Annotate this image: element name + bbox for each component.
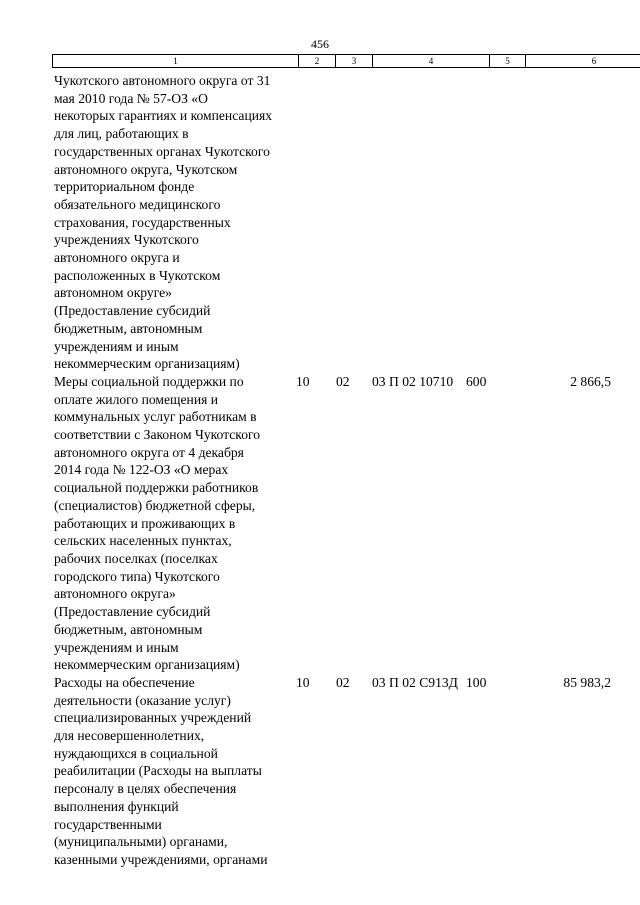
row-amount: 85 983,2 xyxy=(563,674,611,690)
row-description: Меры социальной поддержки по оплате жилого помещения и коммунальных услуг работникам в соответствии с Законом Чукотского автономного округа от 4 декабря 2014 года № 122-ОЗ «О мерах социальной поддержки работников (специалистов) бюджетной сферы, работающих и проживающих в сельских населенных пунктах, рабочих поселках (поселках городского типа) Чукотского автономного округа» (Предоставление субсидий бюджетным, автономным учреждениям и иным некоммерческим организациям) xyxy=(54,373,261,673)
row-subsection: 02 xyxy=(336,674,350,690)
table-header-row xyxy=(52,54,640,68)
row-section: 10 xyxy=(296,674,310,690)
row-target-code: 03 П 02 10710 xyxy=(372,373,454,389)
column-header-6: 6 xyxy=(526,55,640,67)
row-description: Чукотского автономного округа от 31 мая 2010 года № 57-ОЗ «О некоторых гарантиях и компенсациях для лиц, работающих в государственных органах Чукотского автономного округа, Чукотском территориальном фонде обязательного медицинского страхования, государственных учреждениях Чукотского автономного округа и расположенных в Чукотском автономном округе» (Предоставление субсидий бюджетным, автономным учреждениям и иным некоммерческим организациям) xyxy=(54,73,273,372)
column-header-5: 5 xyxy=(490,55,526,67)
row-description: Расходы на обеспечение деятельности (оказание услуг) специализированных учреждений для несовершеннолетних, нуждающихся в социальной реабилитации (Расходы на выплаты персоналу в целях обеспечения выполнения функций государственными (муниципальными) органами, казенными учреждениями, органами xyxy=(54,674,268,867)
row-expense-type: 600 xyxy=(466,373,487,389)
row-expense-type: 100 xyxy=(466,674,487,690)
row-target-code: 03 П 02 С913Д xyxy=(372,674,458,690)
row-amount: 2 866,5 xyxy=(570,373,611,389)
column-header-4: 4 xyxy=(373,55,490,67)
column-header-1: 1 xyxy=(53,55,299,67)
table-row xyxy=(54,373,614,674)
row-subsection: 02 xyxy=(336,373,350,389)
table-row xyxy=(54,72,614,373)
table-body xyxy=(54,72,614,869)
column-header-3: 3 xyxy=(336,55,373,67)
page-number: 456 xyxy=(311,37,329,51)
row-section: 10 xyxy=(296,373,310,389)
column-header-2: 2 xyxy=(299,55,336,67)
table-row xyxy=(54,674,614,869)
